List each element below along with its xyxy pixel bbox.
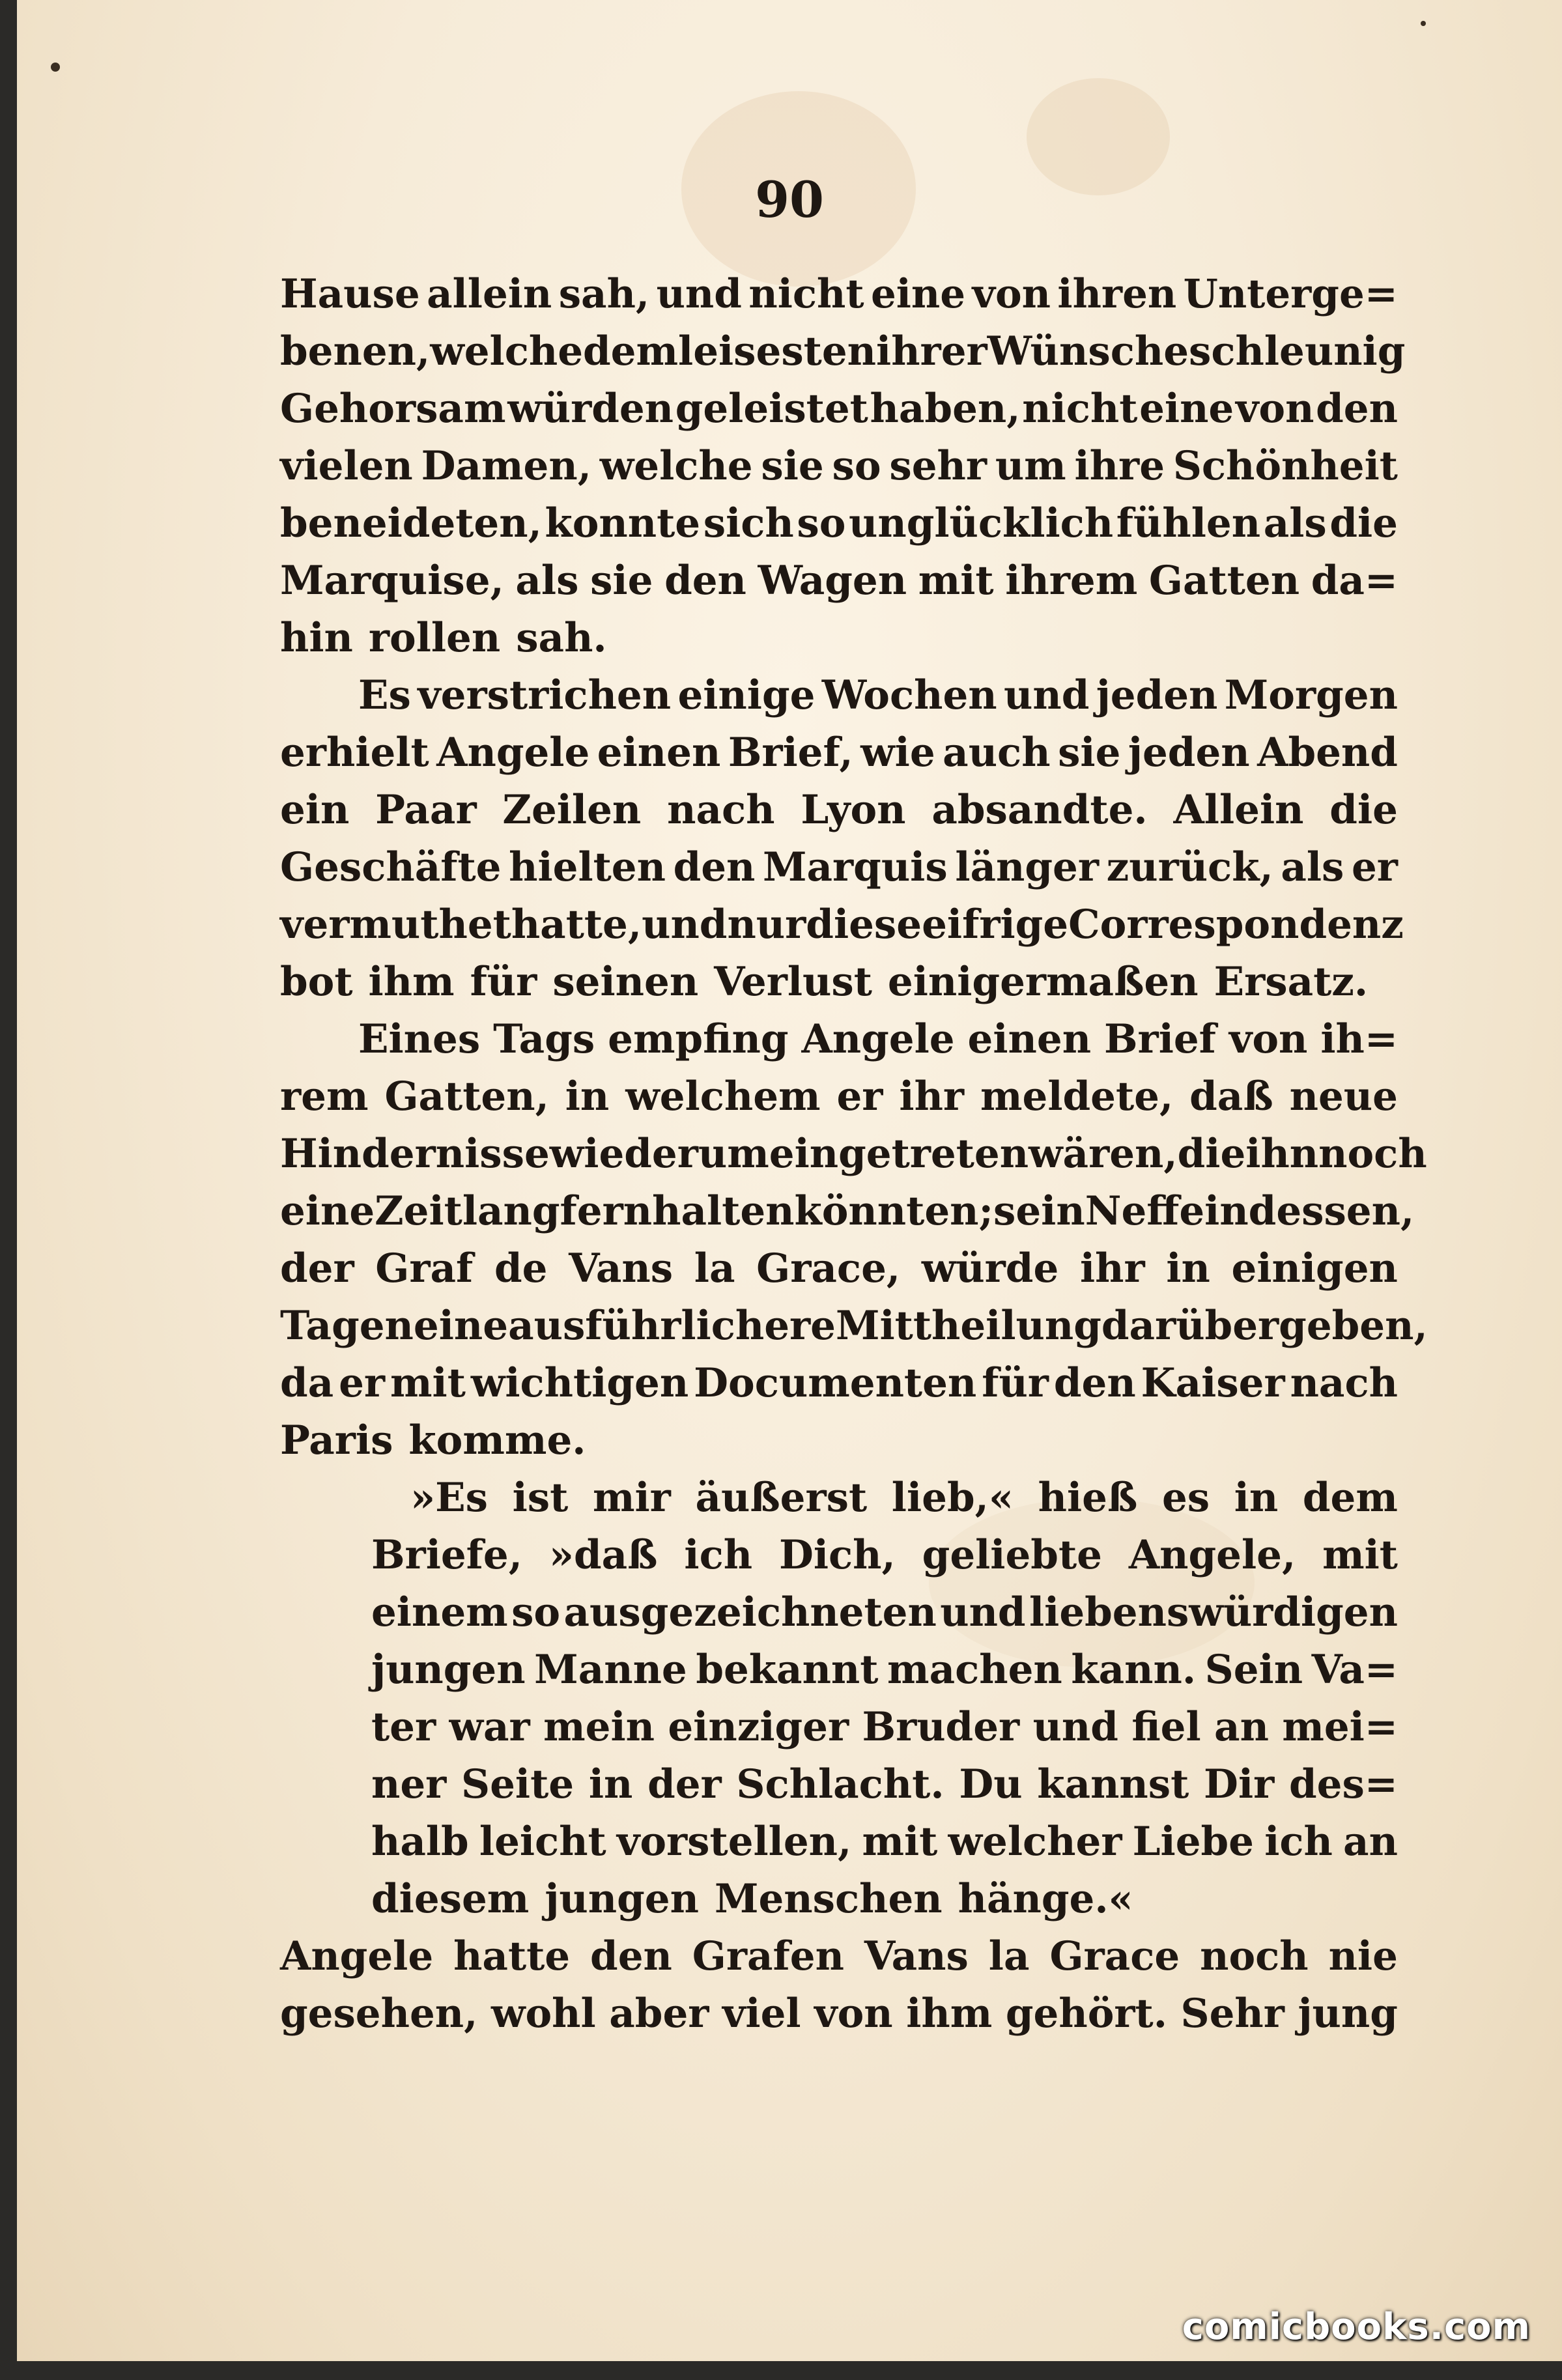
word: rem [280, 1073, 369, 1120]
text-line [280, 782, 1398, 839]
text-line [280, 438, 1398, 495]
word: Bruder [862, 1704, 1020, 1750]
word: seinen [552, 959, 699, 1005]
word: fiel [1131, 1704, 1201, 1750]
text-line [280, 1641, 1398, 1699]
word: einigermaßen [887, 959, 1199, 1005]
word: Allein [1173, 787, 1304, 833]
word: sich [703, 500, 794, 546]
word: es [1161, 1475, 1210, 1521]
text-line [280, 1756, 1398, 1813]
word: eifrige [922, 901, 1069, 948]
word: jungen [371, 1647, 526, 1693]
text-line [280, 1297, 1428, 1355]
word: indessen, [1204, 1188, 1415, 1234]
text-line [280, 1699, 1398, 1756]
word: Marquise, [280, 558, 504, 604]
text-line [280, 552, 1398, 610]
word: sah. [516, 615, 607, 661]
word: ihm [368, 959, 455, 1005]
word: den [1316, 386, 1398, 432]
word: von [1235, 386, 1314, 432]
paragraph [280, 667, 1404, 1011]
word: von [972, 271, 1051, 317]
word: äußerst [695, 1475, 868, 1521]
text-line [280, 610, 1398, 667]
word: Vans [569, 1245, 674, 1292]
word: noch [1318, 1131, 1427, 1177]
word: eine [280, 1188, 375, 1234]
word: Schlacht. [736, 1761, 944, 1807]
word: leisesten [678, 328, 877, 375]
text-line [280, 1527, 1398, 1584]
word: welchem [625, 1073, 821, 1120]
word: Schönheit [1172, 443, 1398, 489]
word: einem [371, 1589, 508, 1636]
word: einziger [668, 1704, 849, 1750]
word: la [988, 1933, 1030, 1979]
word: Briefe, [371, 1532, 522, 1578]
word: Paar [375, 787, 477, 833]
word: welche [430, 328, 584, 375]
word: komme. [408, 1417, 586, 1464]
word: er [1351, 844, 1398, 890]
word: gesehen, [280, 1990, 478, 2037]
word: Graf [375, 1245, 474, 1292]
text-line [280, 667, 1398, 724]
word: eingetreten [769, 1131, 1029, 1177]
word: Kaiser [1141, 1360, 1285, 1406]
word: sein [993, 1188, 1085, 1234]
text-line [280, 724, 1398, 782]
word: ner [371, 1761, 447, 1807]
word: könnten; [794, 1188, 993, 1234]
word: Vans [864, 1933, 969, 1979]
book-page [17, 0, 1562, 2361]
word: Manne [534, 1647, 687, 1693]
word: wären, [1029, 1131, 1178, 1177]
word: nie [1328, 1933, 1398, 1979]
word: sie [590, 558, 653, 604]
word: in [1166, 1245, 1210, 1292]
word: Documenten [694, 1360, 977, 1406]
word: mei= [1282, 1704, 1398, 1750]
word: an [1343, 1819, 1398, 1865]
text-line [280, 1355, 1398, 1412]
word: Grafen [692, 1933, 844, 1979]
word: hielten [509, 844, 666, 890]
word: auch [943, 730, 1051, 776]
word: Dir [1204, 1761, 1275, 1807]
word: die [1329, 787, 1398, 833]
word: den [664, 558, 746, 604]
text-line [280, 1412, 1398, 1469]
word: ich [684, 1532, 753, 1578]
word: meldete, [980, 1073, 1174, 1120]
word: nicht [1022, 386, 1138, 432]
word: Brief [1104, 1016, 1216, 1062]
text-line [280, 1469, 1398, 1527]
word: ihr [899, 1073, 965, 1120]
word: da [280, 1360, 334, 1406]
word: Angele [436, 730, 590, 776]
paragraph [280, 266, 1406, 667]
word: eine [1139, 386, 1234, 432]
word: fühlen [1116, 500, 1261, 546]
word: und [940, 1589, 1026, 1636]
word: geliebte [922, 1532, 1102, 1578]
word: eine [870, 271, 966, 317]
word: Du [959, 1761, 1023, 1807]
word: wichtigen [470, 1360, 689, 1406]
word: würden [507, 386, 674, 432]
word: leicht [479, 1819, 606, 1865]
text-line [280, 1011, 1398, 1068]
word: diesem [371, 1876, 530, 1922]
word: würde [921, 1245, 1059, 1292]
word: erhielt [280, 730, 429, 776]
word: vorstellen, [616, 1819, 852, 1865]
word: vermuthet [280, 901, 511, 948]
word: als [1281, 844, 1344, 890]
word: den [1053, 1360, 1136, 1406]
word: Menschen [714, 1876, 943, 1922]
word: Verlust [714, 959, 872, 1005]
word: Wagen [758, 558, 907, 604]
word: aber [609, 1990, 709, 2037]
word: und [1032, 1704, 1118, 1750]
word: ihrem [1005, 558, 1138, 604]
word: Wünsche [987, 328, 1189, 375]
word: Gatten [1148, 558, 1300, 604]
text-line [280, 1240, 1398, 1297]
word: sie [1058, 730, 1121, 776]
word: Eines [358, 1016, 481, 1062]
text-line [280, 1928, 1398, 1985]
word: und [1004, 672, 1090, 718]
text-line [280, 1183, 1415, 1240]
word: ihm [906, 1990, 993, 2037]
word: viel [722, 1990, 801, 2037]
word: gehört. [1005, 1990, 1167, 2037]
word: lieb,« [891, 1475, 1014, 1521]
word: ihren [1057, 271, 1177, 317]
word: um [995, 443, 1066, 489]
text-line [280, 380, 1398, 438]
word: ihn [1245, 1131, 1319, 1177]
word: Brief, [728, 730, 853, 776]
word: Damen, [421, 443, 591, 489]
word: Sehr [1180, 1990, 1285, 2037]
word: Sein [1204, 1647, 1303, 1693]
word: verstrichen [418, 672, 672, 718]
word: ist [512, 1475, 569, 1521]
word: er [836, 1073, 883, 1120]
text-line [280, 954, 1398, 1011]
paper-speck [1421, 21, 1426, 26]
word: wohl [490, 1990, 596, 2037]
word: Dich, [778, 1532, 896, 1578]
word: er [339, 1360, 386, 1406]
word: la [694, 1245, 735, 1292]
word: ausgezeichneten [563, 1589, 937, 1636]
word: Es [358, 672, 411, 718]
word: benen, [280, 328, 431, 375]
word: konnte [545, 500, 701, 546]
word: von [814, 1990, 893, 2037]
word: einigen [1231, 1245, 1398, 1292]
word: Mittheilung [835, 1303, 1101, 1349]
word: einen [967, 1016, 1092, 1062]
word: noch [1200, 1933, 1309, 1979]
word: empfing [608, 1016, 789, 1062]
word: Lyon [801, 787, 906, 833]
word: Seite [461, 1761, 575, 1807]
word: die [1177, 1131, 1246, 1177]
word: nicht [748, 271, 864, 317]
word: nur [727, 901, 806, 948]
word: in [1234, 1475, 1279, 1521]
scan-border [0, 2361, 1562, 2380]
word: halb [371, 1819, 469, 1865]
word: Gatten, [384, 1073, 549, 1120]
word: hatte, [511, 901, 642, 948]
word: geben, [1279, 1303, 1428, 1349]
text-line [280, 1584, 1398, 1641]
body-text [280, 266, 1428, 2043]
text-line [280, 839, 1398, 896]
word: de [494, 1245, 548, 1292]
word: machen [887, 1647, 1062, 1693]
text-line [280, 1871, 1398, 1928]
word: den [673, 844, 756, 890]
word: ihrer [876, 328, 987, 375]
word: geleistet [675, 386, 868, 432]
word: Gehorsam [280, 386, 506, 432]
word: länger [955, 844, 1099, 890]
paragraph [280, 1011, 1428, 1469]
word: jungen [545, 1876, 699, 1922]
word: Wochen [821, 672, 997, 718]
word: mein [543, 1704, 655, 1750]
word: hieß [1038, 1475, 1138, 1521]
text-line [280, 323, 1406, 380]
word: jeden [1096, 672, 1218, 718]
word: einige [677, 672, 816, 718]
word: Morgen [1224, 672, 1398, 718]
word: Abend [1257, 730, 1398, 776]
word: an [1214, 1704, 1269, 1750]
word: absandte. [931, 787, 1148, 833]
word: mit [1322, 1532, 1398, 1578]
word: sie [761, 443, 824, 489]
word: von [1228, 1016, 1308, 1062]
paper-speck [51, 63, 60, 72]
word: kann. [1071, 1647, 1197, 1693]
word: kannst [1037, 1761, 1189, 1807]
word: in [588, 1761, 633, 1807]
word: daß [1189, 1073, 1273, 1120]
word: Ersatz. [1214, 959, 1369, 1005]
word: vielen [280, 443, 413, 489]
word: bot [280, 959, 353, 1005]
word: und [656, 271, 742, 317]
word: darüber [1101, 1303, 1279, 1349]
word: Grace [1049, 1933, 1180, 1979]
word: Hause [280, 271, 420, 317]
word: ein [280, 787, 350, 833]
word: fern [560, 1188, 653, 1234]
word: diese [806, 901, 922, 948]
word: Angele, [1128, 1532, 1296, 1578]
word: Paris [280, 1417, 393, 1464]
word: war [449, 1704, 530, 1750]
paragraph [280, 1928, 1398, 2043]
word: hänge.« [958, 1876, 1133, 1922]
word: eine [413, 1303, 509, 1349]
text-line [280, 1126, 1427, 1183]
word: Grace, [756, 1245, 901, 1292]
word: dem [1302, 1475, 1398, 1521]
word: Tags [493, 1016, 595, 1062]
word: beneideten, [280, 500, 542, 546]
word: mit [918, 558, 994, 604]
word: Marquis [762, 844, 948, 890]
word: und [642, 901, 728, 948]
word: ich [1264, 1819, 1333, 1865]
word: als [515, 558, 579, 604]
word: dem [583, 328, 679, 375]
word: Liebe [1132, 1819, 1254, 1865]
word: welche [599, 443, 753, 489]
word: wie [860, 730, 935, 776]
page-number: 90 [755, 171, 824, 229]
text-line [280, 495, 1398, 552]
text-line [280, 896, 1404, 954]
word: einen [597, 730, 721, 776]
word: neue [1289, 1073, 1398, 1120]
word: Correspondenz [1068, 901, 1404, 948]
word: haben, [870, 386, 1021, 432]
word: so [797, 500, 846, 546]
word: jung [1298, 1990, 1398, 2037]
text-line [280, 1813, 1398, 1871]
word: »daß [548, 1532, 658, 1578]
word: Zeitlang [375, 1188, 560, 1234]
word: wiederum [549, 1131, 769, 1177]
word: Geschäfte [280, 844, 502, 890]
text-line [280, 266, 1398, 323]
word: bekannt [696, 1647, 879, 1693]
word: unglücklich [849, 500, 1114, 546]
word: ihr [1079, 1245, 1145, 1292]
word: Va= [1311, 1647, 1398, 1693]
word: Tagen [280, 1303, 414, 1349]
word: hin [280, 615, 353, 661]
word: allein [427, 271, 552, 317]
word: nach [667, 787, 775, 833]
watermark: comicbooks.com [1182, 2306, 1531, 2348]
word: welcher [948, 1819, 1122, 1865]
word: Angele [801, 1016, 955, 1062]
word: sah, [558, 271, 650, 317]
word: liebenswürdigen [1029, 1589, 1398, 1636]
word: rollen [368, 615, 501, 661]
word: so [832, 443, 881, 489]
word: ausführlichere [508, 1303, 836, 1349]
word: für [470, 959, 537, 1005]
word: Zeilen [502, 787, 642, 833]
word: in [565, 1073, 610, 1120]
word: nach [1290, 1360, 1398, 1406]
word: für [982, 1360, 1049, 1406]
word: zurück, [1106, 844, 1273, 890]
word: Unterge= [1183, 271, 1398, 317]
word: mit [390, 1360, 466, 1406]
word: da= [1311, 558, 1398, 604]
word: hatte [453, 1933, 571, 1979]
paragraph [280, 1469, 1398, 1928]
word: »Es [410, 1475, 488, 1521]
word: der [280, 1245, 354, 1292]
word: ihre [1074, 443, 1165, 489]
word: jeden [1128, 730, 1250, 776]
word: als [1263, 500, 1327, 546]
word: halten [652, 1188, 795, 1234]
word: Hindernisse [280, 1131, 550, 1177]
word: mit [862, 1819, 938, 1865]
word: sehr [889, 443, 987, 489]
word: des= [1289, 1761, 1398, 1807]
word: so [511, 1589, 561, 1636]
word: der [647, 1761, 722, 1807]
word: Neffe [1085, 1188, 1205, 1234]
word: Angele [280, 1933, 434, 1979]
text-line [280, 1985, 1398, 2043]
word: die [1329, 500, 1398, 546]
word: ter [371, 1704, 436, 1750]
word: ih= [1320, 1016, 1398, 1062]
word: den [590, 1933, 672, 1979]
text-line [280, 1068, 1398, 1126]
word: schleunig [1189, 328, 1406, 375]
word: mir [592, 1475, 671, 1521]
